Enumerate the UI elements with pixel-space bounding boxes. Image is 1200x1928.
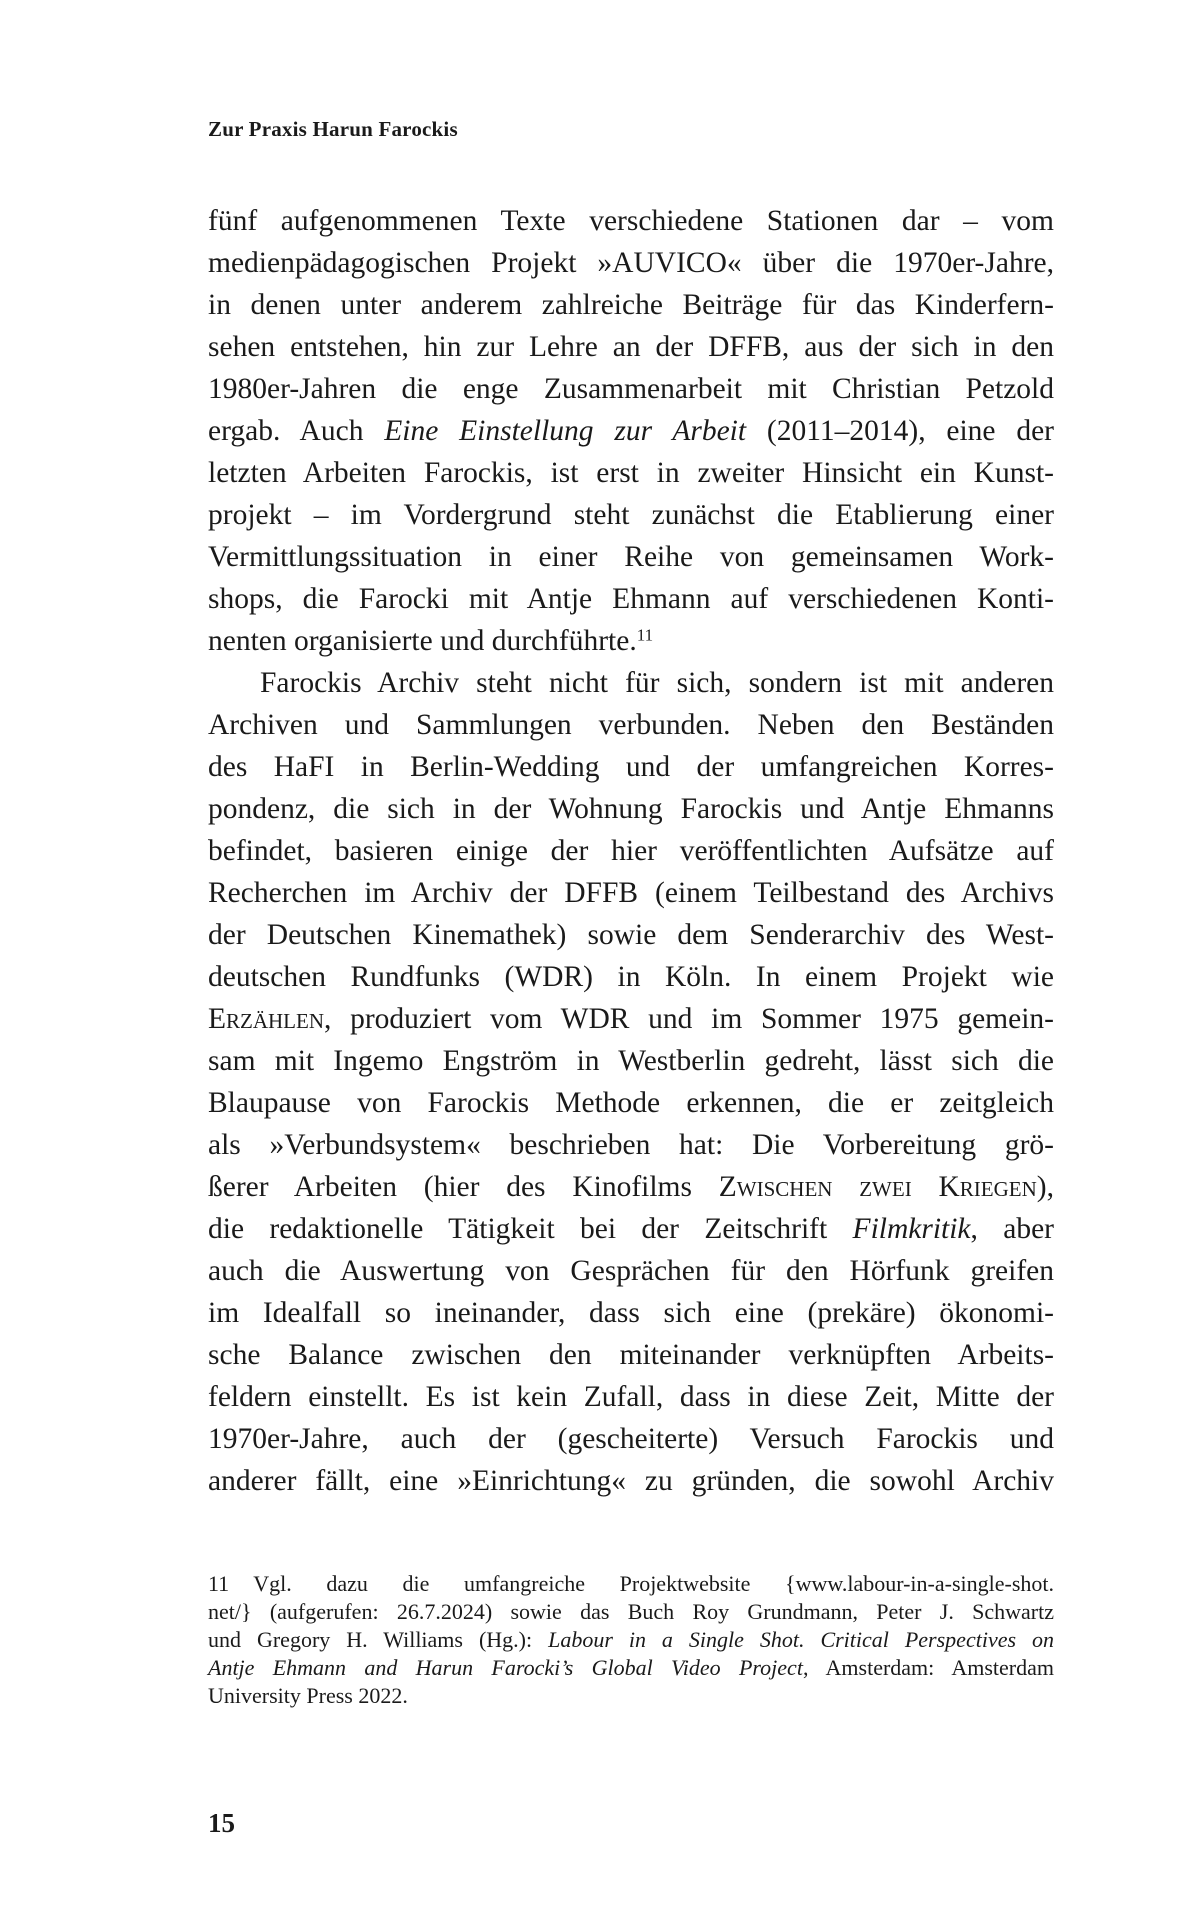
text-segment: Vgl. dazu die umfangreiche Projektwebsite {www.labour-in-a-single-shot.: [253, 1571, 1054, 1596]
text-line: in denen unter anderem zahlreiche Beiträge für das Kinderfern-: [208, 289, 1054, 321]
text-line: der Deutschen Kinemathek) sowie dem Senderarchiv des West-: [208, 919, 1054, 951]
text-line: als »Verbundsystem« beschrieben hat: Die Vorbereitung grö-: [208, 1129, 1054, 1161]
main-text: [208, 200, 1054, 1502]
text-line: fünf aufgenommenen Texte verschiedene Stationen dar – vom: [208, 205, 1054, 237]
text-line: [208, 1166, 1054, 1208]
running-head: Zur Praxis Harun Farockis: [208, 117, 458, 141]
text-line: Farockis Archiv steht nicht für sich, sondern ist mit anderen: [260, 667, 1054, 699]
book-title-italic: Antje Ehmann and Harun Farocki’s Global Video Project: [208, 1655, 803, 1680]
text-line: letzten Arbeiten Farockis, ist erst in zweiter Hinsicht ein Kunst-: [208, 457, 1054, 489]
text-segment: , aber: [970, 1213, 1054, 1245]
footnote-line: [208, 1626, 1054, 1654]
text-line: feldern einstellt. Es ist kein Zufall, dass in diese Zeit, Mitte der: [208, 1381, 1054, 1413]
text-segment: ),: [1036, 1171, 1054, 1203]
text-line: Recherchen im Archiv der DFFB (einem Teilbestand des Archivs: [208, 877, 1054, 909]
text-line: deutschen Rundfunks (WDR) in Köln. In einem Projekt wie: [208, 961, 1054, 993]
film-title-small-caps: Zwischen zwei Kriegen: [718, 1171, 1037, 1203]
text-line: 1980er-Jahren die enge Zusammenarbeit mit Christian Petzold: [208, 373, 1054, 405]
text-line: pondenz, die sich in der Wohnung Farockis und Antje Ehmanns: [208, 793, 1054, 825]
text-line: befindet, basieren einige der hier veröffentlichten Aufsätze auf: [208, 835, 1054, 867]
text-segment: ergab. Auch: [208, 415, 385, 447]
work-title-italic: Eine Einstellung zur Arbeit: [384, 415, 747, 447]
text-line: [208, 1208, 1054, 1250]
footnote-block: [208, 1570, 1054, 1710]
journal-title-italic: Filmkritik: [852, 1213, 971, 1245]
text-line: shops, die Farocki mit Antje Ehmann auf verschiedenen Konti-: [208, 583, 1054, 615]
text-line: medienpädagogischen Projekt »AUVICO« über die 1970er-Jahre,: [208, 247, 1054, 279]
text-line: Blaupause von Farockis Methode erkennen, die er zeitgleich: [208, 1087, 1054, 1119]
text-segment: , Amsterdam: Amsterdam: [802, 1655, 1055, 1680]
footnote-line: University Press 2022.: [208, 1683, 408, 1708]
text-line: [208, 998, 1054, 1040]
film-title-small-caps: Erzählen: [208, 1003, 325, 1035]
text-line: anderer fällt, eine »Einrichtung« zu gründen, die sowohl Archiv: [208, 1465, 1054, 1497]
text-line: projekt – im Vordergrund steht zunächst die Etablierung einer: [208, 499, 1054, 531]
text-segment: nenten organisierte und durchführte.: [208, 625, 637, 657]
text-segment: , produziert vom WDR und im Sommer 1975 gemein-: [324, 1003, 1054, 1035]
text-line: sche Balance zwischen den miteinander verknüpften Arbeits-: [208, 1339, 1054, 1371]
footnote-line: [208, 1654, 1054, 1682]
text-line: 1970er-Jahre, auch der (gescheiterte) Versuch Farockis und: [208, 1423, 1054, 1455]
text-line: sam mit Ingemo Engström in Westberlin gedreht, lässt sich die: [208, 1045, 1054, 1077]
text-segment: die redaktionelle Tätigkeit bei der Zeitschrift: [208, 1213, 853, 1245]
footnote-line: [208, 1570, 1054, 1598]
text-line: Archiven und Sammlungen verbunden. Neben den Beständen: [208, 709, 1054, 741]
footnote-line: net/} (aufgerufen: 26.7.2024) sowie das Buch Roy Grundmann, Peter J. Schwartz: [208, 1599, 1054, 1624]
page-number: 15: [208, 1808, 235, 1838]
text-segment: und Gregory H. Williams (Hg.):: [208, 1627, 549, 1652]
footnote-reference[interactable]: 11: [636, 625, 654, 645]
text-line: sehen entstehen, hin zur Lehre an der DFFB, aus der sich in den: [208, 331, 1054, 363]
text-line: [208, 410, 1054, 452]
text-line: im Idealfall so ineinander, dass sich eine (prekäre) ökonomi-: [208, 1297, 1054, 1329]
footnote-number: 11: [208, 1571, 230, 1596]
text-line: des HaFI in Berlin-Wedding und der umfangreichen Korres-: [208, 751, 1054, 783]
book-title-italic: Labour in a Single Shot. Critical Perspectives on: [548, 1627, 1054, 1652]
text-line: auch die Auswertung von Gesprächen für den Hörfunk greifen: [208, 1255, 1054, 1287]
text-segment: (2011–2014), eine der: [746, 415, 1055, 447]
text-line: Vermittlungssituation in einer Reihe von gemeinsamen Work-: [208, 541, 1054, 573]
text-line: [208, 620, 1054, 662]
text-segment: ßerer Arbeiten (hier des Kinofilms: [208, 1171, 719, 1203]
